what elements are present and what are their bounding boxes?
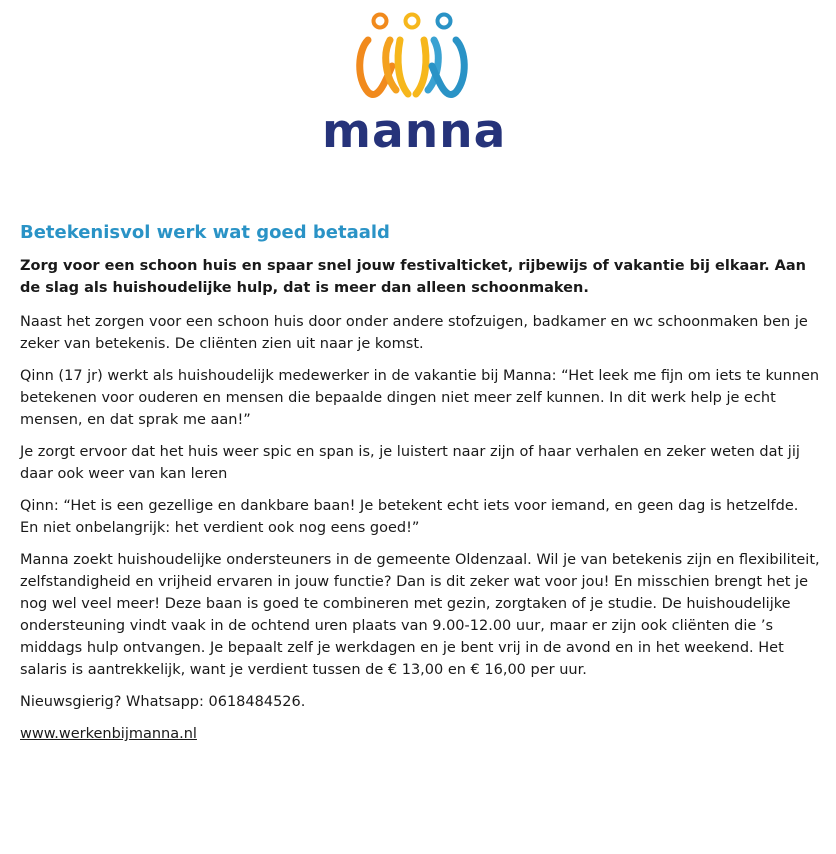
article-heading: Betekenisvol werk wat goed betaald <box>20 222 390 243</box>
paragraph-job-details: Manna zoekt huishoudelijke ondersteuners in de gemeente Oldenzaal. Wil je van betekenis zijn en flexibiliteit, zelfstandigheid en vrijheid ervaren in jouw functie? Dan is dit zeker wat voor jou! En misschien brengt het je nog wel veel meer! Deze baan is goed te combineren met gezin, zorgtaken of je studie. De huishoudelijke ondersteuning vindt vaak in de ochtend uren plaats van 9.00-12.00 uur, maar er zijn ook cliënten die ’s middags hulp ontvangen. Je bepaalt zelf je werkdagen en je bent vrij in de avond en in het weekend. Het salaris is aantrekkelijk, want je verdient tussen de € 13,00 en € 16,00 per uur. <box>20 552 820 678</box>
three-people-icon <box>322 8 504 108</box>
paragraph-intro: Naast het zorgen voor een schoon huis door onder andere stofzuigen, badkamer en wc schoonmaken ben je zeker van betekenis. De cliënten zien uit naar je komst. <box>20 314 808 352</box>
manna-logo <box>322 8 507 159</box>
paragraph-qinn-quote-1: Qinn (17 jr) werkt als huishoudelijk medewerker in de vakantie bij Manna: “Het leek me fijn om iets te kunnen betekenen voor ouderen en mensen die bepaalde dingen niet meer zelf kunnen. In dit werk help je echt mensen, en dat sprak me aan!” <box>20 368 820 428</box>
article <box>20 220 820 745</box>
article-lead: Zorg voor een schoon huis en spaar snel jouw festivalticket, rijbewijs of vakantie bij elkaar. Aan de slag als huishoudelijke hulp, dat is meer dan alleen schoonmaken. <box>20 258 807 296</box>
paragraph-qinn-quote-2: Qinn: “Het is een gezellige en dankbare baan! Je betekent echt iets voor iemand, en geen dag is hetzelfde. En niet onbelangrijk: het verdient ook nog eens goed!” <box>20 498 799 536</box>
paragraph-cleaning: Je zorgt ervoor dat het huis weer spic en span is, je luistert naar zijn of haar verhalen en zeker weten dat jij daar ook weer van kan leren <box>20 444 800 482</box>
website-link[interactable]: www.werkenbijmanna.nl <box>20 726 197 742</box>
paragraph-contact: Nieuwsgierig? Whatsapp: 0618484526. <box>20 694 306 710</box>
logo-wordmark: manna <box>322 104 507 159</box>
